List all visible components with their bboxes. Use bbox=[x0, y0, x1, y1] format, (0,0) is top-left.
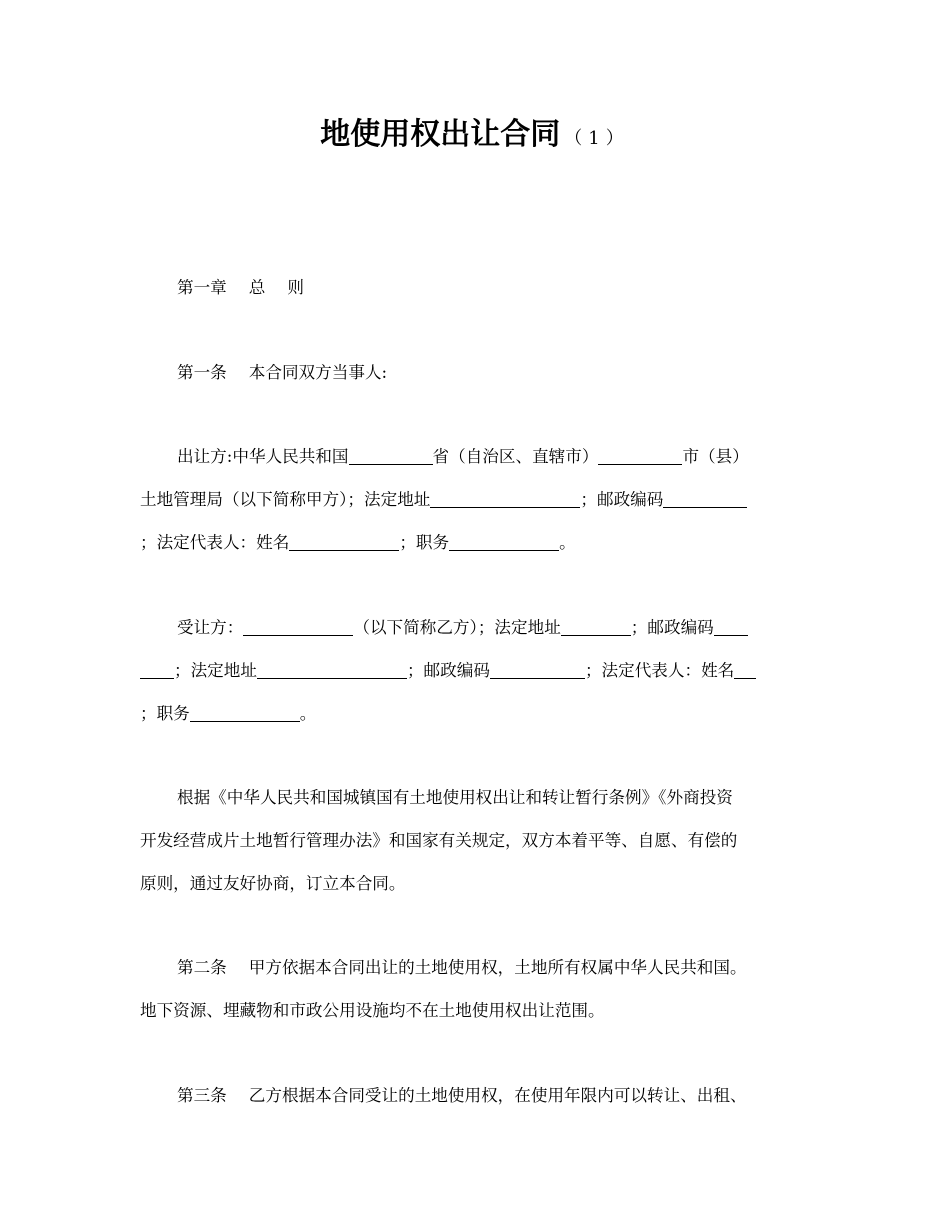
transferee-postcode-blank-cont[interactable] bbox=[140, 658, 174, 679]
transferee-text: ；邮政编码 bbox=[630, 618, 714, 637]
chapter-name-2: 则 bbox=[287, 278, 304, 297]
transferor-rep-title-blank[interactable] bbox=[449, 530, 559, 551]
article-1-text: 本合同双方当事人: bbox=[248, 363, 388, 382]
basis-paragraph bbox=[140, 776, 812, 905]
transferee-rep-name-blank[interactable] bbox=[734, 658, 756, 679]
transferee-text: ；法定代表人：姓名 bbox=[584, 661, 735, 680]
transferee-text: 。 bbox=[299, 704, 317, 723]
article-2 bbox=[140, 946, 812, 1032]
transferor-address-blank[interactable] bbox=[430, 487, 580, 508]
transferee-paragraph bbox=[140, 606, 812, 735]
article-2-line-2: 地下资源、埋藏物和市政公用设施均不在土地使用权出让范围。 bbox=[140, 1001, 605, 1020]
transferee-address-blank[interactable] bbox=[561, 615, 631, 636]
chapter-heading bbox=[140, 266, 812, 309]
city-blank[interactable] bbox=[598, 444, 682, 465]
transferor-rep-name-blank[interactable] bbox=[289, 530, 399, 551]
title-suffix: （1） bbox=[564, 128, 630, 149]
document-title bbox=[0, 113, 950, 161]
province-blank[interactable] bbox=[349, 444, 433, 465]
basis-line-2: 开发经营成片土地暂行管理办法》和国家有关规定，双方本着平等、自愿、有偿的 bbox=[140, 831, 738, 850]
transferor-text: 土地管理局（以下简称甲方）；法定地址 bbox=[140, 490, 431, 509]
transferor-text: 。 bbox=[559, 533, 576, 552]
transferee-text: （以下简称乙方）；法定地址 bbox=[353, 618, 561, 637]
transferee-postcode-blank[interactable] bbox=[714, 615, 748, 636]
transferor-postcode-blank[interactable] bbox=[663, 487, 747, 508]
basis-line-3: 原则，通过友好协商，订立本合同。 bbox=[140, 874, 406, 893]
article-2-label: 第二条 bbox=[177, 958, 227, 977]
transferor-paragraph bbox=[140, 435, 812, 564]
transferee-text: 受让方： bbox=[177, 618, 244, 637]
basis-line-1: 根据《中华人民共和国城镇国有土地使用权出让和转让暂行条例》《外商投资 bbox=[177, 788, 733, 807]
transferee-address-2-blank[interactable] bbox=[257, 658, 407, 679]
transferor-text: 省（自治区、直辖市） bbox=[432, 447, 599, 466]
article-2-line-1: 甲方依据本合同出让的土地使用权，土地所有权属中华人民共和国。 bbox=[248, 958, 747, 977]
article-3 bbox=[140, 1074, 812, 1117]
transferor-text: ；邮政编码 bbox=[580, 490, 664, 509]
chapter-name-1: 总 bbox=[248, 278, 266, 297]
transferor-text: 市（县） bbox=[682, 447, 749, 466]
chapter-label: 第一章 bbox=[177, 278, 227, 297]
article-3-label: 第三条 bbox=[177, 1086, 227, 1105]
article-1-label: 第一条 bbox=[177, 363, 227, 382]
article-3-line-1: 乙方根据本合同受让的土地使用权，在使用年限内可以转让、出租、 bbox=[248, 1086, 747, 1105]
transferee-text: ；邮政编码 bbox=[406, 661, 490, 680]
transferee-text: ；职务 bbox=[140, 704, 190, 723]
transferor-text: 出让方:中华人民共和国 bbox=[177, 447, 349, 466]
transferor-text: ；职务 bbox=[399, 533, 450, 552]
transferee-rep-title-blank[interactable] bbox=[190, 701, 300, 722]
title-main: 地使用权出让合同 bbox=[320, 117, 561, 152]
transferor-text: ；法定代表人：姓名 bbox=[140, 533, 290, 552]
transferee-name-blank[interactable] bbox=[243, 615, 353, 636]
transferee-postcode-2-blank[interactable] bbox=[490, 658, 585, 679]
article-1 bbox=[140, 351, 812, 394]
transferee-text: ；法定地址 bbox=[174, 661, 257, 680]
